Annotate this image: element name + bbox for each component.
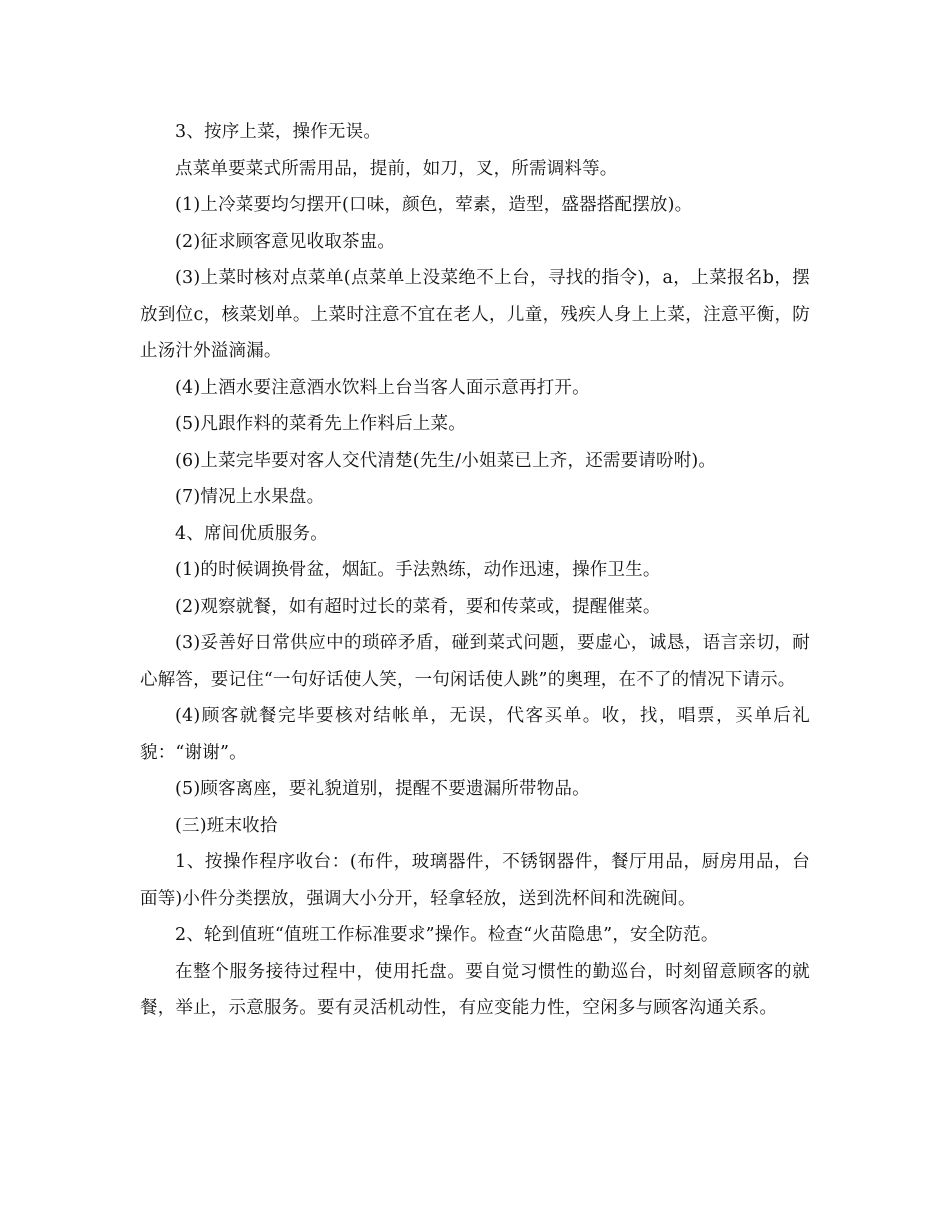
paragraph-service-summary: 在整个服务接待过程中，使用托盘。要自觉习惯性的勤巡台，时刻留意顾客的就餐，举止，示意服务。要有灵活机动性，有应变能力性，空闲多与顾客沟通关系。	[140, 961, 810, 1018]
paragraph-duty-shift: 2、轮到值班“值班工作标准要求”操作。检查“火苗隐患”，安全防范。	[175, 925, 719, 945]
document-body	[140, 114, 810, 1027]
paragraph-serve-in-order: 3、按序上菜，操作无误。	[175, 122, 382, 142]
paragraph-cold-dishes: (1)上冷菜要均匀摆开(口味，颜色，荤素，造型，盛器搭配摆放)。	[175, 195, 693, 215]
paragraph-check-order: (3)上菜时核对点菜单(点菜单上没菜绝不上台，寻找的指令)，a，上菜报名b，摆放到位c，核菜划单。上菜时注意不宜在老人，儿童，残疾人身上上菜，注意平衡，防止汤汁外溢滴漏。	[140, 268, 810, 361]
paragraph-condiments-first: (5)凡跟作料的菜肴先上作料后上菜。	[175, 414, 466, 434]
paragraph-clear-table: 1、按操作程序收台：(布件，玻璃器件，不锈钢器件，餐厅用品，厨房用品，台面等)小件分类摆放，强调大小分开，轻拿轻放，送到洗杯间和洗碗间。	[140, 852, 810, 909]
paragraph-settle-bill: (4)顾客就餐完毕要核对结帐单，无误，代客买单。收，找，唱票，买单后礼貌：“谢谢”。	[140, 706, 810, 763]
paragraph-serve-drinks: (4)上酒水要注意酒水饮料上台当客人面示意再打开。	[175, 377, 590, 398]
paragraph-observe-dining: (2)观察就餐，如有超时过长的菜肴，要和传菜或，提醒催菜。	[175, 596, 661, 617]
paragraph-dishes-complete: (6)上菜完毕要对客人交代清楚(先生/小姐菜已上齐，还需要请吩咐)。	[175, 450, 717, 471]
paragraph-collect-tea-cups: (2)征求顾客意见收取茶盅。	[175, 231, 396, 252]
paragraph-table-service-heading: 4、席间优质服务。	[175, 523, 328, 544]
paragraph-handle-issues: (3)妥善好日常供应中的琐碎矛盾，碰到菜式问题，要虚心，诚恳，语言亲切，耐心解答，要记住“一句好话使人笑，一句闲话使人跳”的奥理，在不了的情况下请示。	[140, 633, 810, 690]
paragraph-closing-heading: (三)班末收拾	[175, 815, 278, 836]
paragraph-guest-departure: (5)顾客离座，要礼貌道别，提醒不要遗漏所带物品。	[175, 779, 590, 799]
paragraph-order-utensils: 点菜单要菜式所需用品，提前，如刀，叉，所需调料等。	[175, 158, 618, 179]
paragraph-change-plates: (1)的时候调换骨盆，烟缸。手法熟练，动作迅速，操作卫生。	[175, 560, 661, 580]
paragraph-fruit-plate: (7)情况上水果盘。	[175, 487, 325, 507]
